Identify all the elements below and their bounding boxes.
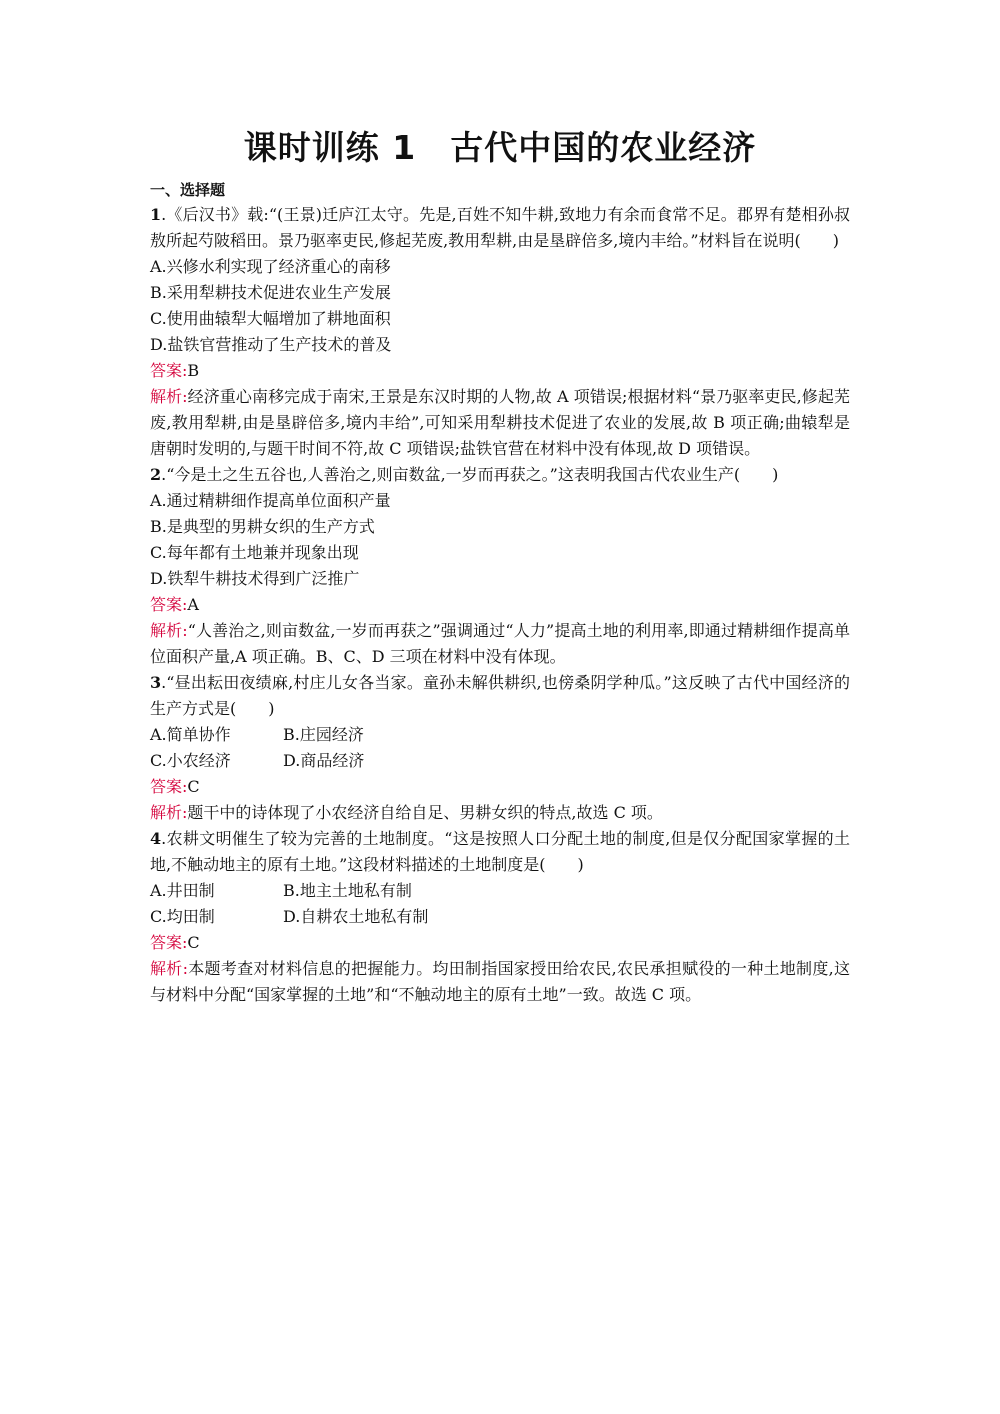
option-b: B.是典型的男耕女织的生产方式 [150,517,375,536]
answer-line [150,774,850,800]
answer-value: C [187,933,200,952]
option-c: C.使用曲辕犁大幅增加了耕地面积 [150,309,391,328]
option-a: A.兴修水利实现了经济重心的南移 [150,257,391,276]
option-d: D.商品经济 [283,751,365,770]
analysis-text: “人善治之,则亩数盆,一岁而再获之”强调通过“人力”提高土地的利用率,即通过精耕细作提高单位面积产量,A 项正确。B、C、D 三项在材料中没有体现。 [150,621,850,666]
question-text: .“今是土之生五谷也,人善治之,则亩数盆,一岁而再获之。”这表明我国古代农业生产( ) [161,465,779,484]
analysis [150,800,850,826]
option-b: B.地主土地私有制 [283,881,412,900]
answer-value: A [187,595,199,614]
answer-value: C [187,777,200,796]
answer-label: 答案: [150,933,188,952]
analysis [150,956,850,1008]
analysis-label: 解析: [150,387,188,406]
question-2 [150,462,850,670]
options-row [150,904,850,930]
option-a: A.井田制 [150,881,215,900]
analysis-text: 经济重心南移完成于南宋,王景是东汉时期的人物,故 A 项错误;根据材料“景乃驱率吏民,修起芜废,教用犁耕,由是垦辟倍多,境内丰给”,可知采用犁耕技术促进了农业的发展,故 B 项正确;曲辕犁是唐朝时发明的,与题干时间不符,故 C 项错误;盐铁官营在材料中没有体现,故 D 项错误。 [150,387,850,458]
analysis-label: 解析: [150,621,188,640]
question-number: 2 [150,465,162,484]
option-b: B.庄园经济 [283,725,364,744]
answer-line [150,592,850,618]
options-row [150,878,850,904]
answer-value: B [187,361,200,380]
answer-line [150,930,850,956]
analysis-text: 本题考查对材料信息的把握能力。均田制指国家授田给农民,农民承担赋役的一种土地制度,这与材料中分配“国家掌握的土地”和“不触动地主的原有土地”一致。故选 C 项。 [150,959,850,1004]
analysis-text: 题干中的诗体现了小农经济自给自足、男耕女织的特点,故选 C 项。 [187,803,663,822]
question-stem [150,826,850,878]
question-number: 3 [150,673,162,692]
option-a: A.通过精耕细作提高单位面积产量 [150,491,391,510]
option-d: D.自耕农土地私有制 [283,907,429,926]
option-d: D.盐铁官营推动了生产技术的普及 [150,335,392,354]
answer-label: 答案: [150,777,188,796]
option-d: D.铁犁牛耕技术得到广泛推广 [150,569,360,588]
question-number: 1 [150,205,162,224]
option-b: B.采用犁耕技术促进农业生产发展 [150,283,391,302]
question-4 [150,826,850,1008]
question-text: .农耕文明催生了较为完善的土地制度。“这是按照人口分配土地的制度,但是仅分配国家掌握的土地,不触动地主的原有土地。”这段材料描述的土地制度是( ) [150,829,850,874]
question-3 [150,670,850,826]
analysis-label: 解析: [150,803,188,822]
answer-line [150,358,850,384]
answer-label: 答案: [150,595,188,614]
options-row [150,722,850,748]
option-c: C.均田制 [150,907,215,926]
options-row [150,748,850,774]
section-heading: 一、选择题 [150,181,226,199]
question-number: 4 [150,829,162,848]
option-a: A.简单协作 [150,725,231,744]
option-c: C.每年都有土地兼并现象出现 [150,543,359,562]
question-text: .“昼出耘田夜绩麻,村庄儿女各当家。童孙未解供耕织,也傍桑阴学种瓜。”这反映了古代中国经济的生产方式是( ) [150,673,850,718]
question-1 [150,202,850,462]
analysis-label: 解析: [150,959,188,978]
question-stem [150,462,850,488]
answer-label: 答案: [150,361,188,380]
question-stem [150,202,850,254]
option-c: C.小农经济 [150,751,231,770]
question-text: .《后汉书》载:“(王景)迁庐江太守。先是,百姓不知牛耕,致地力有余而食常不足。郡界有楚相孙叔敖所起芍陂稻田。景乃驱率吏民,修起芜废,教用犁耕,由是垦辟倍多,境内丰给。”材料旨在说明( ) [150,205,850,250]
page-title: 课时训练 1 古代中国的农业经济 [243,128,757,167]
analysis [150,384,850,462]
question-stem [150,670,850,722]
analysis [150,618,850,670]
document-page [150,118,850,1008]
